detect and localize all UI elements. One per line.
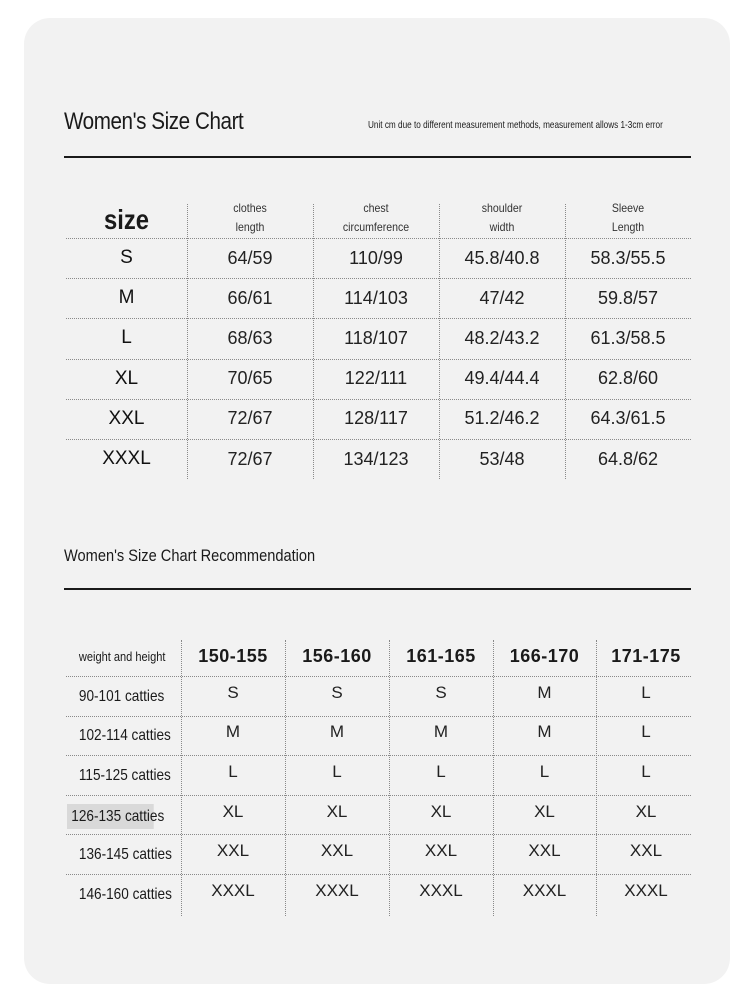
measurement-cell: 47/42 [479,287,525,308]
weight-height-header: weight and height [78,648,166,664]
weight-range-label: 115-125 catties [78,766,171,784]
divider-rule [64,588,691,590]
measurement-cell: 51.2/46.2 [464,408,540,429]
column-header-line: shoulder [481,201,523,215]
weight-range-label: 136-145 catties [78,846,172,864]
column-header [195,198,306,238]
recommended-size-cell: L [436,761,446,781]
column-divider [389,640,390,916]
recommended-size-cell: XL [430,801,452,821]
measurement-cell: 64.3/61.5 [590,408,666,429]
measurement-cell: 72/67 [227,448,273,469]
measurement-cell: 61.3/58.5 [590,327,666,348]
measurement-cell: 114/103 [344,287,408,308]
recommended-size-cell: S [227,682,239,702]
measurement-cell: 70/65 [227,368,273,389]
measurement-cell: 134/123 [343,448,409,469]
size-label: XXXL [102,448,151,470]
recommended-size-cell: XXL [528,841,561,861]
recommended-size-cell: XXXL [419,880,463,900]
row-divider [66,716,691,717]
recommended-size-cell: M [225,722,241,742]
recommended-size-cell: XXL [320,841,354,861]
recommended-size-cell: XXL [424,841,458,861]
recommended-size-cell: XXL [216,841,250,861]
divider-rule [64,156,691,158]
height-range-header: 171-175 [611,645,681,666]
column-divider [565,204,566,479]
row-divider [66,676,691,677]
row-divider [66,399,691,400]
weight-range-label: 146-160 catties [78,885,172,903]
measurement-cell: 66/61 [227,287,273,308]
recommended-size-cell: L [539,761,550,781]
recommended-size-cell: M [537,682,552,702]
measurement-cell: 64/59 [227,247,273,268]
column-header-line: length [235,220,265,234]
column-divider [181,640,182,916]
column-header [321,198,432,238]
measurement-note: Unit cm due to different measurement methods, measurement allows 1-3cm error [368,119,663,131]
size-label: L [121,327,132,349]
row-divider [66,755,691,756]
measurement-cell: 128/117 [344,408,408,429]
column-header-line: clothes [233,201,267,215]
row-divider [66,318,691,319]
weight-range-label: 90-101 catties [78,687,165,705]
row-divider [66,278,691,279]
size-header: size [104,204,149,235]
size-chart-title: Women's Size Chart [64,108,244,135]
column-header-line: Length [611,220,645,234]
height-range-header: 156-160 [302,645,372,666]
row-divider [66,834,691,835]
row-divider [66,238,691,239]
recommended-size-cell: XXXL [624,880,668,900]
recommendation-title: Women's Size Chart Recommendation [64,546,316,565]
column-header-line: width [489,220,515,234]
row-divider [66,795,691,796]
column-header [573,198,684,238]
column-header-line: Sleeve [611,201,645,215]
height-range-header: 166-170 [509,645,580,666]
row-divider [66,439,691,440]
recommended-size-cell: XXXL [211,880,255,900]
measurement-cell: 72/67 [227,408,273,429]
column-divider [493,640,494,916]
measurement-cell: 68/63 [227,327,273,348]
measurement-cell: 49.4/44.4 [464,368,540,389]
recommended-size-cell: XXXL [315,880,359,900]
measurement-cell: 45.8/40.8 [464,247,540,268]
measurement-cell: 48.2/43.2 [464,327,540,348]
column-header [447,198,558,238]
recommended-size-cell: XL [635,801,657,821]
recommended-size-cell: L [641,722,651,742]
column-divider [313,204,314,479]
recommended-size-cell: M [433,722,449,742]
recommended-size-cell: XL [534,801,555,821]
recommended-size-cell: XXXL [522,880,567,900]
column-divider [596,640,597,916]
recommended-size-cell: L [332,761,342,781]
measurement-cell: 53/48 [479,448,525,469]
recommended-size-cell: S [435,682,447,702]
recommended-size-cell: L [641,682,651,702]
measurement-cell: 118/107 [344,327,408,348]
recommended-size-cell: L [641,761,651,781]
row-divider [66,874,691,875]
recommended-size-cell: XXL [629,841,663,861]
size-label: XXL [108,407,145,429]
measurement-cell: 122/111 [344,368,408,389]
measurement-cell: 59.8/57 [597,287,659,308]
row-divider [66,359,691,360]
measurement-cell: 64.8/62 [597,448,659,469]
height-range-header: 150-155 [198,645,268,666]
recommended-size-cell: XL [222,801,244,821]
weight-range-label: 102-114 catties [78,727,171,745]
recommended-size-cell: XL [326,801,348,821]
column-divider [285,640,286,916]
weight-range-label: 126-135 catties [67,804,154,830]
measurement-cell: 58.3/55.5 [590,247,666,268]
measurement-cell: 110/99 [349,247,403,268]
recommended-size-cell: L [228,761,238,781]
column-divider [439,204,440,479]
size-label: S [120,247,133,269]
recommended-size-cell: S [331,682,343,702]
column-divider [187,204,188,479]
height-range-header: 161-165 [406,645,476,666]
measurement-cell: 62.8/60 [597,368,659,389]
recommended-size-cell: M [329,722,345,742]
column-header-line: chest [363,201,389,215]
column-header-line: circumference [342,220,410,234]
size-label: XL [114,367,139,389]
recommended-size-cell: M [537,722,552,742]
size-label: M [118,287,135,309]
